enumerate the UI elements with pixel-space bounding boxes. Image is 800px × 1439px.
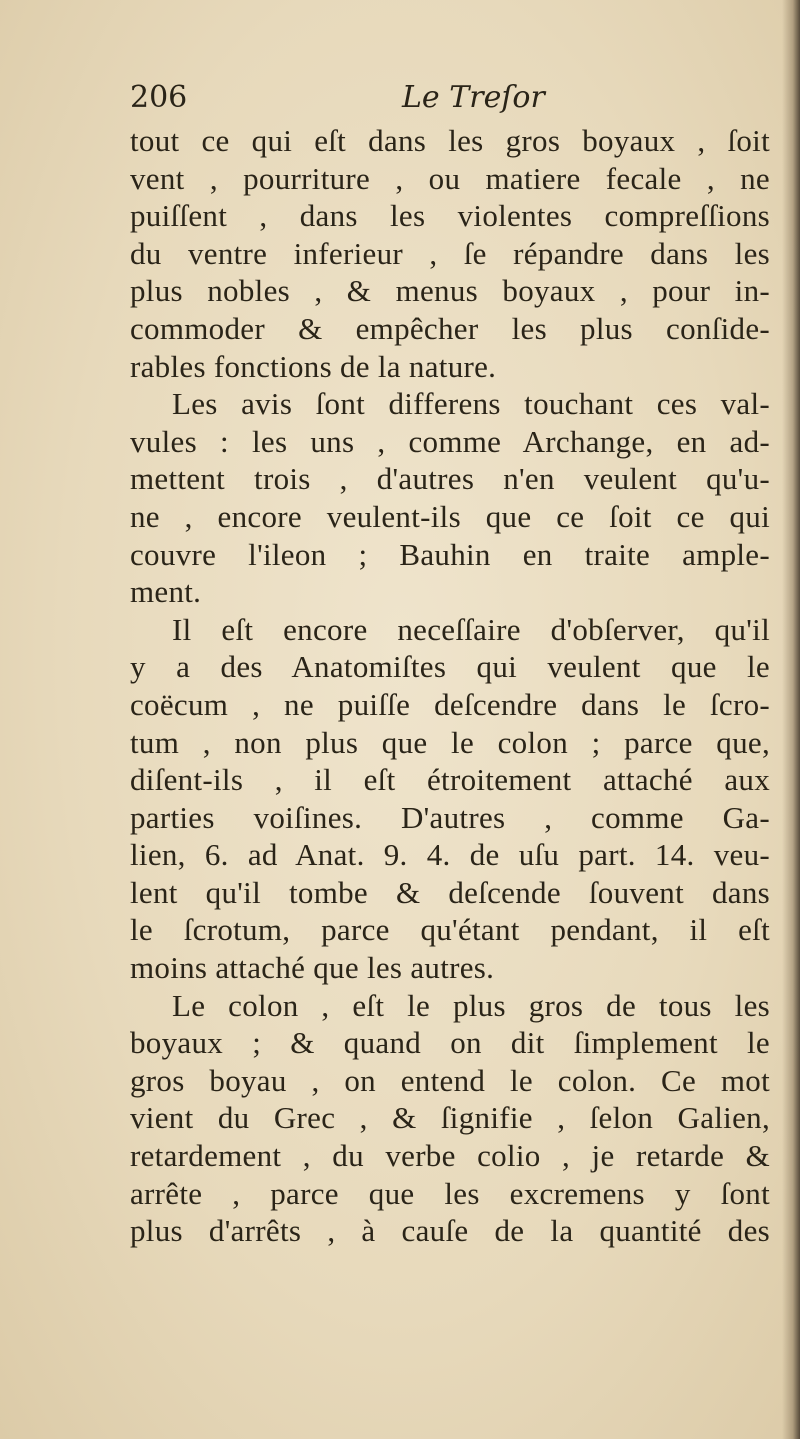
text-line: ne , encore veulent-ils que ce ſoit ce qui bbox=[130, 498, 770, 534]
page-header bbox=[130, 80, 770, 120]
text-line: lien, 6. ad Anat. 9. 4. de uſu part. 14. veu- bbox=[130, 837, 770, 873]
text-line: du ventre inferieur , ſe répandre dans les bbox=[130, 235, 770, 271]
text-line: vules : les uns , comme Archange, en ad- bbox=[130, 423, 770, 459]
text-line: diſent-ils , il eſt étroitement attaché aux bbox=[130, 762, 770, 798]
text-line: plus nobles , & menus boyaux , pour in- bbox=[130, 273, 770, 309]
text-line: boyaux ; & quand on dit ſimplement le bbox=[130, 1025, 770, 1061]
text-line: retardement , du verbe colio , je retarde & bbox=[130, 1138, 770, 1174]
text-line: rables fonctions de la nature. bbox=[130, 348, 497, 384]
text-line: puiſſent , dans les violentes compreſſions bbox=[130, 198, 770, 234]
text-line: Les avis ſont differens touchant ces val- bbox=[172, 386, 770, 422]
text-line: Le colon , eſt le plus gros de tous les bbox=[172, 987, 770, 1023]
page-gutter-shadow bbox=[782, 0, 800, 1439]
text-line: vient du Grec , & ſignifie , ſelon Galien, bbox=[130, 1100, 770, 1136]
text-line: arrête , parce que les excremens y ſont bbox=[130, 1175, 770, 1211]
text-line: vent , pourriture , ou matiere fecale , ne bbox=[130, 160, 770, 196]
running-title: Le Treſor bbox=[402, 80, 545, 115]
text-line: ment. bbox=[130, 574, 202, 610]
body-text bbox=[130, 122, 770, 1250]
text-line: coëcum , ne puiſſe deſcendre dans le ſcro- bbox=[130, 686, 770, 722]
text-line: couvre l'ileon ; Bauhin en traite ample- bbox=[130, 536, 770, 572]
text-line: parties voiſines. D'autres , comme Ga- bbox=[130, 799, 770, 835]
page-number: 206 bbox=[130, 80, 188, 115]
text-line: tum , non plus que le colon ; parce que, bbox=[130, 724, 770, 760]
text-line: y a des Anatomiſtes qui veulent que le bbox=[130, 649, 770, 685]
text-line: gros boyau , on entend le colon. Ce mot bbox=[130, 1062, 770, 1098]
text-line: commoder & empêcher les plus conſide- bbox=[130, 310, 770, 346]
text-line: moins attaché que les autres. bbox=[130, 950, 495, 986]
text-line: mettent trois , d'autres n'en veulent qu'u- bbox=[130, 461, 770, 497]
text-line: le ſcrotum, parce qu'étant pendant, il eſt bbox=[130, 912, 770, 948]
text-line: tout ce qui eſt dans les gros boyaux , ſoit bbox=[130, 123, 770, 158]
text-line: Il eſt encore neceſſaire d'obſerver, qu'il bbox=[172, 611, 770, 647]
text-line: plus d'arrêts , à cauſe de la quantité des bbox=[130, 1213, 770, 1249]
text-line: lent qu'il tombe & deſcende ſouvent dans bbox=[130, 874, 770, 910]
